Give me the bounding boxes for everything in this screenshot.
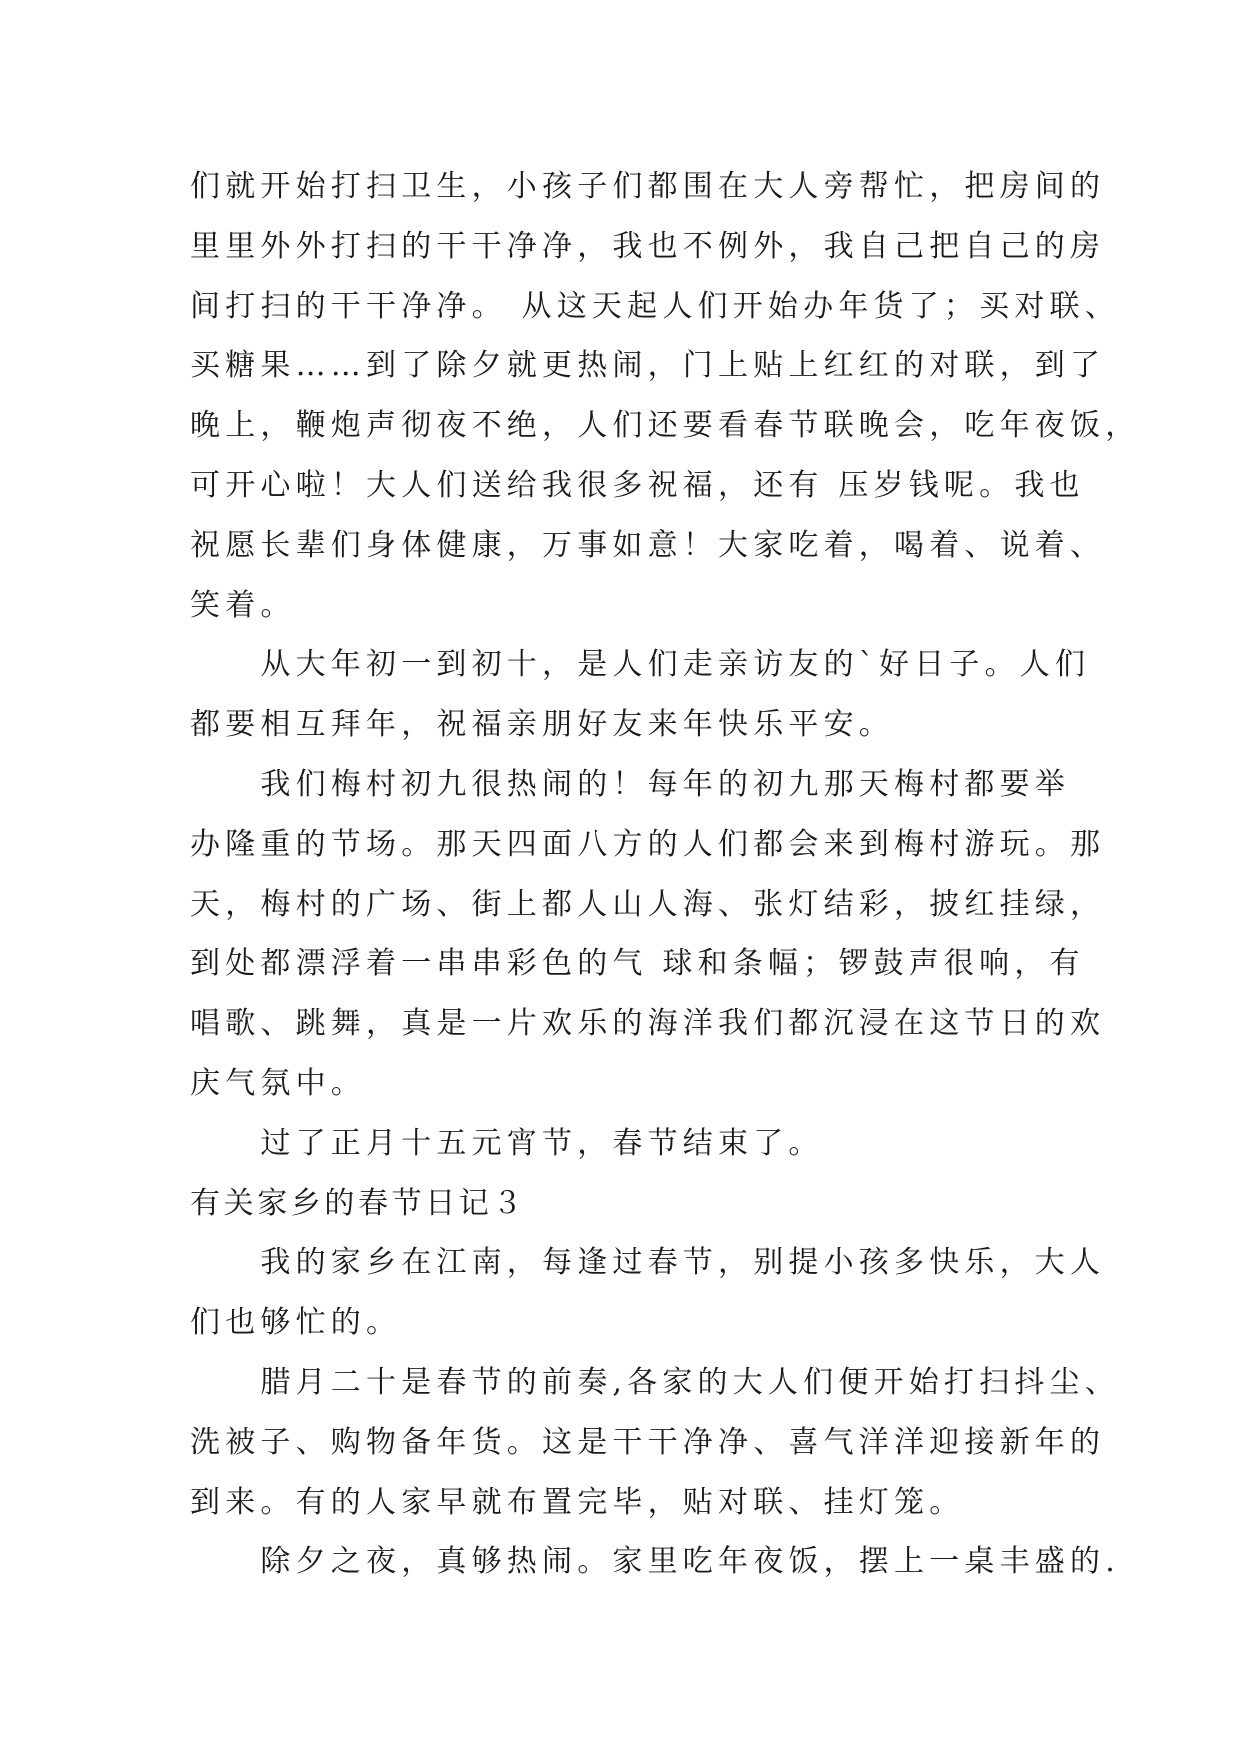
text-line: 晚上，鞭炮声彻夜不绝，人们还要看春节联晚会，吃年夜饭，: [190, 408, 1141, 444]
text-line: 到处都漂浮着一串串彩色的气 球和条幅；锣鼓声很响，有: [190, 946, 1085, 982]
text-line: 笑着。: [190, 587, 296, 623]
text-line: 可开心啦！大人们送给我很多祝福，还有 压岁钱呢。我也: [190, 467, 1085, 503]
document-body: [190, 157, 1141, 1592]
text-line: 间打扫的干干净净。 从这天起人们开始办年货了；买对联、: [190, 288, 1120, 324]
text-line: 从大年初一到初十，是人们走亲访友的`好日子。人们: [190, 647, 1091, 683]
text-line: 除夕之夜，真够热闹。家里吃年夜饭，摆上一桌丰盛的.: [190, 1544, 1120, 1580]
text-line: 庆气氛中。: [190, 1065, 366, 1101]
text-line: 祝愿长辈们身体健康，万事如意！大家吃着，喝着、说着、: [190, 527, 1106, 563]
text-line: 我们梅村初九很热闹的！每年的初九那天梅村都要举: [190, 766, 1070, 802]
text-line: 们就开始打扫卫生，小孩子们都围在大人旁帮忙，把房间的: [190, 169, 1106, 204]
text-line: 买糖果……到了除夕就更热闹，门上贴上红红的对联，到了: [190, 348, 1106, 384]
text-line: 都要相互拜年，祝福亲朋好友来年快乐平安。: [190, 707, 894, 743]
text-line: 们也够忙的。: [190, 1305, 402, 1341]
text-line: 腊月二十是春节的前奏,各家的大人们便开始打扫抖尘、: [190, 1364, 1120, 1400]
text-line: 我的家乡在江南，每逢过春节，别提小孩多快乐，大人: [190, 1245, 1106, 1281]
text-line: 办隆重的节场。那天四面八方的人们都会来到梅村游玩。那: [190, 826, 1106, 862]
text-line: 里里外外打扫的干干净净，我也不例外，我自己把自己的房: [190, 228, 1106, 264]
text-line: 天，梅村的广场、街上都人山人海、张灯结彩，披红挂绿，: [190, 886, 1106, 922]
text-line: 到来。有的人家早就布置完毕，贴对联、挂灯笼。: [190, 1484, 965, 1520]
text-line: 过了正月十五元宵节，春节结束了。: [190, 1125, 824, 1161]
section-heading: 有关家乡的春节日记３: [190, 1185, 526, 1221]
text-line: 洗被子、购物备年货。这是干干净净、喜气洋洋迎接新年的: [190, 1424, 1106, 1460]
text-line: 唱歌、跳舞，真是一片欢乐的海洋我们都沉浸在这节日的欢: [190, 1006, 1106, 1042]
